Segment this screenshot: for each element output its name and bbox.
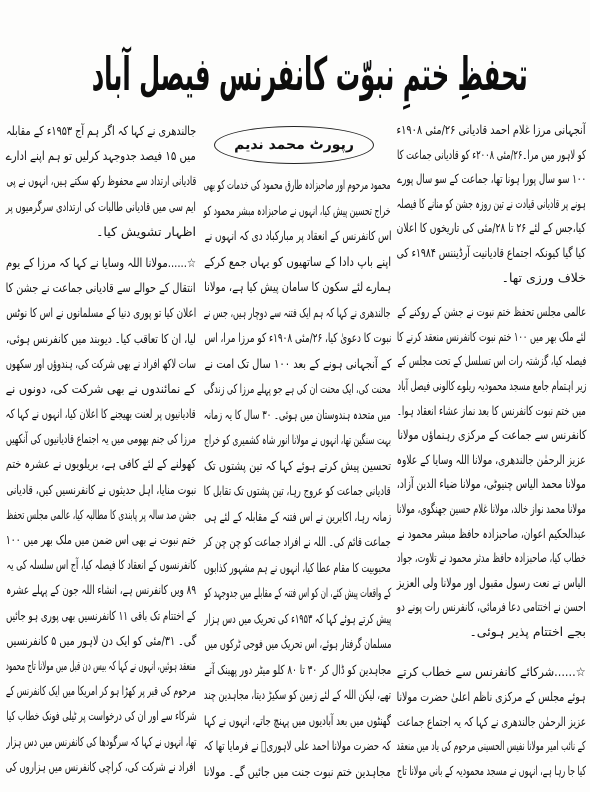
text-line: قادیانی جماعت کو عروج رہا، تین پشتوں تک تقابل کا [204,483,391,498]
text-line: میں ختم نبوت کانفرنس کا بعد نماز عشاء انعقاد ہوا۔ [397,402,586,418]
text-line: ۱۰۰ سو سال پورا ہونا تھا، جماعت کے سو سال پورے [397,171,586,187]
text-line: جالندھری نے کہا کہ اگر ہم آج ۱۹۵۳ء کے مقابلہ [6,123,196,138]
text-line: عزیز الرحمٰن جالندھری، مولانا اللہ وسایا کے علاوہ [397,451,586,467]
text-line: کانفرنس سے جماعت کے مرکزی رہنماؤں مولانا [397,427,586,443]
text-line: عبدالحکیم اعوان، صاحبزادہ حافظ مبشر محمود نے [397,525,586,541]
text-line: قادیانی ارتداد سے محفوظ رکھ سکتے ہیں، انہوں نے پی [6,173,196,189]
text-line: تھا، انہوں نے کہا کہ سرگودھا کی کانفرنس میں دس ہزار [6,733,196,749]
text-line: کیا جا رہا ہے، انہوں نے مسجد محمودیہ کے بانی مولانا تاج [397,762,586,778]
text-line: اظہار تشویش کیا۔ [96,223,196,239]
text-line: جشن صد سالہ پر پابندی کا مطالبہ کیا، عالمی مجلس تحفظ [6,506,196,522]
headline-text: تحفظِ ختمِ نبوّت کانفرنس فیصل آباد [92,48,528,102]
paragraph [397,118,586,290]
text-line: محنت کی، ایک محنت ان کی ہے جو پہلے مرزا کی زندگی [204,381,391,396]
paragraph [204,172,391,784]
paragraph [397,300,586,644]
text-line: خطاب کیا، صاحبزادہ حافظ مدثر محمود نے تلاوت، جواد [397,550,586,566]
text-line: عزیز الرحمٰن جالندھری نے کہا کہ یہ اجتماع جماعت [397,713,586,729]
text-line: احسن نے اختتامی دعا فرمائی، کانفرنس رات پونے دو [397,599,586,615]
text-line: کہ حضرت مولانا احمد علی لاہوریؒ نے فرمایا تھا کہ [204,738,391,753]
text-line: انتقال کے حوالے سے قادیانی جماعت نے جشن کا [6,280,196,296]
text-line: ۸۹ ویں کانفرنس ہے، انشاء اللہ جون کے پہلے عشرہ [6,582,196,598]
text-line: تحسین پیش کرتے ہوئے کہا کہ تین پشتوں تک [204,457,391,473]
text-line: زیر اہتمام جامع مسجد محمودیہ ریلوے کالونی فیصل آباد [397,377,586,393]
text-line: جالندھری نے کہا کہ ہم ایک فتنہ سے دوچار ہیں، جس نے [204,304,391,320]
text-line: کے اختتام تک باقی ۱۱ کانفرنسیں بھی پوری ہو جائیں [6,607,196,623]
text-line: مولانا محمد الیاس چنیوٹی، مولانا ضیاء الدین آزاد، [397,476,586,492]
paragraph [6,118,196,244]
text-line: مجاہدین کو ڈال کر ۳۰ تا ۸۰ کلو میٹر دور پھینک آتے [204,661,391,677]
text-line: ☆......مولانا اللہ وسایا نے کہا کہ مرزا کے یوم [6,254,196,270]
text-line: ختم نبوت نے بھی اس ضمن میں ملک بھر میں ۱۰۰ [6,532,197,547]
text-line: زمانہ رہا، اکابرین نے اس فتنہ کے مقابلہ کے لئے ہی [204,508,391,524]
text-line: مسلمان گرفتار ہوئے، اس تحریک میں فوجی ٹرکوں میں [204,636,391,651]
text-line: جماعت قائم کی۔ اللہ نے افراد جماعت کو چن چن کر [204,534,391,549]
text-line: مرحوم کی قبر پر کھڑا ہو کر امریکا میں ایک کانفرنس کے [6,683,196,699]
text-line: کے آنجہانی ہونے کے بعد ۱۰۰ سال تک امت نے [204,355,391,371]
text-line: ایم سی میں قادیانی طالبات کی ارتدادی سرگرمیوں پر [6,198,196,214]
text-line: افراد نے شرکت کی، کراچی کانفرنس میں ہزاروں کی [6,758,196,774]
paragraph [397,660,586,783]
text-line: ہوئے مجلس کے مرکزی ناظم اعلیٰ حضرت مولانا [397,689,586,705]
text-line: بہت سنگین تھا، انہوں نے مولانا انور شاہ کشمیری کو خراج [204,432,391,447]
text-line: کے نائب امیر مولانا نفیس الحسینی مرحوم کی یاد میں منعقد [397,738,586,754]
text-line: قادیانیوں پر لعنت بھیجنے کا اعلان کیا، انہوں نے کہا کہ [6,406,196,422]
text-line: ہمارے لئے سکون کا سامان پیش کیا ہے، مولانا [204,279,391,294]
text-line: عالمی مجلس تحفظ ختم نبوت نے جشن کے روکنے کے [397,304,586,320]
column-right [397,118,586,783]
text-line: مرزا کی جنم بھومی میں یہ اجتماع قادیانیوں کی آنکھیں [6,431,196,447]
text-line: کھولنے کے لئے کافی ہے، بریلویوں نے عشرہ ختم [6,456,196,472]
byline-text: رپورٹ محمد ندیم [234,137,354,153]
text-line: میں ۱۵ فیصد جدوجہد کرلیں تو ہم اپنے ادارے [6,148,196,164]
text-line: تھے، لیکن اللہ کے لئے زمین کو سکیڑ دیتا، مجاہدین چند [204,687,391,702]
text-line: مجاہدین ختم نبوت جنت میں جائیں گے۔ مولانا [204,763,391,779]
text-line: نبوت منایا، اہل حدیثوں نے کانفرنسیں کیں، قادیانی [6,481,196,497]
text-line: ☆......شرکائے کانفرنس سے خطاب کرتے [397,664,586,680]
text-line: ہونے پر قادیانی قیادت نے تین روزہ جشن کو منانے کا فیصلہ [397,195,586,211]
headline [92,34,528,116]
text-line: گھنٹوں میں بعد آبادیوں میں پہنچ جاتے، انہوں نے کہا [204,712,391,728]
text-line: خراج تحسین پیش کیا، انہوں نے صاحبزادہ مبشر محمود کو [204,202,391,218]
text-line: لئے ملک بھر میں ۱۰۰ ختم نبوت کانفرنس منعقد کرنے کا [397,328,586,344]
text-line: نبوت کا دعویٰ کیا، ۲۶/مئی ۱۹۰۸ء کو مرزا مرا، اس [204,330,391,345]
text-line: سات لاکھ افراد نے بھی شرکت کی، ہندوؤں اور سکھوں [6,355,196,371]
text-line: خلاف ورزی تھا۔ [501,269,586,285]
text-line: شرکاء سے اور ان کی درخواست پر ٹیلی فونک خطاب کیا [6,708,196,724]
text-line: اعلان کیا تو پوری دنیا کے مسلمانوں نے اس کا نوٹس [6,305,196,321]
paragraph [6,250,196,779]
text-line: آنجہانی مرزا غلام احمد قادیانی ۲۶/مئی ۱۹۰۸ء [397,122,586,137]
text-line: بجے اختتام پذیر ہوئی۔ [469,623,586,639]
text-line: کانفرنسوں کے انعقاد کا فیصلہ کیا، آج اس سلسلہ کی یہ [6,557,196,573]
text-line: کے واقعات پیش کئے، ان کو اس فتنہ کے مقابلے میں جدوجہد کو [204,585,391,600]
text-line: کے نمائندوں نے بھی شرکت کی، دونوں نے [6,380,196,396]
text-line: میں متحدہ ہندوستان میں ہوئی۔ ۳۰ سال کا یہ زمانہ [204,406,391,422]
text-line: لیا، ان کا تعاقب کیا۔ دیوبند میں کانفرنس ہوئی، [6,330,196,346]
text-line: منعقد ہوئیں، انہوں نے کہا کہ بیس دن قبل میں مولانا تاج محمود [6,657,196,673]
text-line: کیا گیا کیونکہ اجتماع قادیانیت آرڈیننس ۱۹۸۴ء کی [397,244,586,260]
text-line: مولانا محمد نواز خالد، مولانا غلام حسین جھنگوی، مولانا [397,500,586,516]
column-middle [204,172,391,784]
text-line: الیاس نے نعت رسول مقبول اور مولانا ولی العزیز [397,574,586,590]
text-line: کیا،جس کے لئے ۲۶ تا ۲۸/مئی کی تاریخوں کا اعلان [397,220,586,236]
column-left [6,118,196,779]
text-line: فیصلہ کیا، گزشتہ رات اس تسلسل کے تحت مجلس کے [397,353,586,369]
byline-box [214,126,374,164]
text-line: اپنے باپ دادا کے ساتھیوں کو یہاں جمع کرکے [204,253,391,269]
text-line: گی۔ ۳۱/مئی کو ایک دن لاہور میں ۵ کانفرنسیں [6,632,196,648]
text-line: پیش کرتے ہوئے کہا کہ ۱۹۵۳ء کی تحریک میں دس ہزار [204,610,391,626]
text-line: محبوبیت کا مقام عطا کیا، انہوں نے ہم مشہور کذابوں [204,559,391,575]
text-line: اس کانفرنس کے انعقاد پر مبارکباد دی کہ انہوں نے [204,228,391,243]
text-line: محمود مرحوم اور صاحبزادہ طارق محمود کی خدمات کو بھی [204,177,391,192]
text-line: کو لاہور میں مرا۔۲۶/مئی ۲۰۰۸ء کو قادیانی جماعت کا [397,146,586,162]
